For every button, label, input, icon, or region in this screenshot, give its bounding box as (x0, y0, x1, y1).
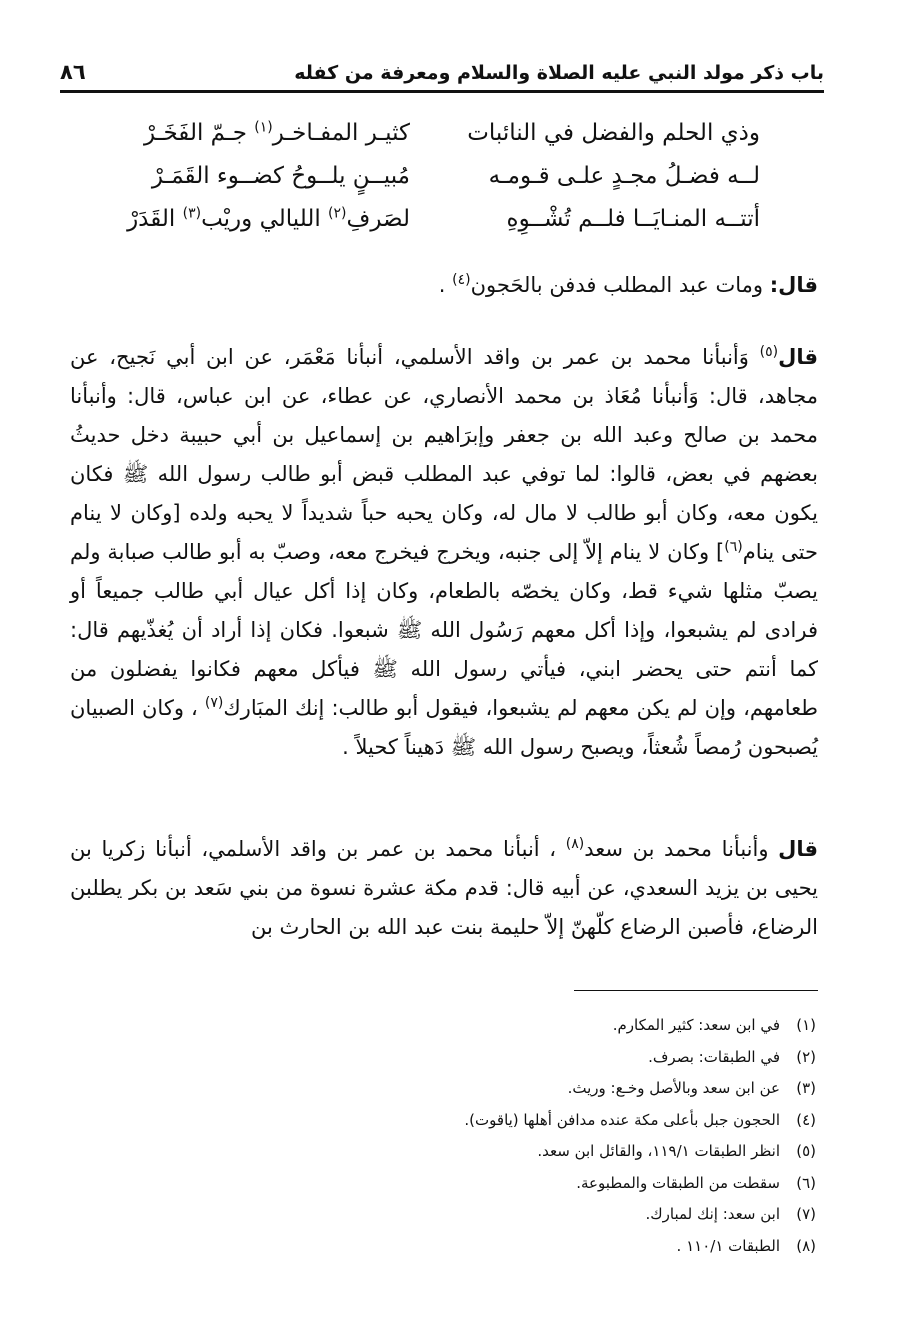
footnote-text: ابن سعد: إنك لمبارك. (645, 1205, 780, 1223)
hemistich-text: القَدَرْ (127, 206, 183, 232)
hemistich-text: كثيـر المفـاخـر (272, 120, 410, 146)
footnote-number: (٦) (796, 1173, 816, 1192)
poem (100, 112, 760, 241)
poem-verse (100, 155, 760, 198)
footnote-text: عن ابن سعد وبالأصل وخـع: وريث. (567, 1079, 780, 1097)
footnote-text: الحجون جبل بأعلى مكة عنده مدافن أهلها (ياقوت). (464, 1110, 780, 1129)
hemistich-text: جـمّ الفَخَـرْ (144, 120, 255, 146)
paragraph-text: ومات عبد المطلب فدفن بالحَجون (470, 273, 770, 297)
poem-verse (100, 112, 760, 155)
footnote (300, 1231, 816, 1263)
paragraph-text: . (438, 273, 453, 297)
paragraph-text: وَأنبأنا محمد بن عمر بن واقد الأسلمي، أنبأنا مَعْمَر، عن ابن أبي نَجيح، عن مجاهد، قال: وَأنبأنا مُعَاذ بن محمد الأنصاري، عن عطاء، عن ابن عباس، قال: وأنبأنا محمد بن صالح وعبد الله بن جعفر وإبرَاهيم بن إسماعيل بن أبي حبيبة دخل حديثُ بعضهم في بعض، قالوا: لما توفي عبد المطلب قبض أبو طالب رسول الله ﷺ فكان يكون معه، وكان أبو طالب لا مال له، وكان يحبه حباً شديداً لا يحبه ولده [وكان لا ينام حتى ينام (70, 345, 818, 564)
hemistich-text: لصَرفِ (346, 206, 410, 232)
footnote (300, 1042, 816, 1074)
poem-verse (100, 198, 760, 241)
footnote (300, 1010, 816, 1042)
hemistich-text: الليالي وريْب (201, 206, 329, 232)
chapter-title: باب ذكر مولد النبي عليه الصلاة والسلام ومعرفة من كفله (294, 62, 824, 84)
footnote (300, 1105, 816, 1137)
footnote-text: انظر الطبقات ١١٩/١، والقائل ابن سعد. (537, 1142, 780, 1160)
footnote (300, 1168, 816, 1200)
footnote-ref[interactable]: (٣) (182, 205, 202, 222)
footnote-divider (574, 990, 818, 991)
running-header (60, 50, 824, 93)
paragraph-lead: قال (778, 837, 818, 861)
footnote-number: (٣) (796, 1079, 816, 1097)
footnote-ref[interactable]: (٥) (759, 344, 779, 360)
footnote-number: (١) (796, 1016, 816, 1034)
verse-second-hemistich: مُبيــنٍ يلــوحُ كضــوء القَمَـرْ (151, 163, 410, 189)
footnote-ref[interactable]: (٦) (724, 539, 743, 555)
footnote-ref[interactable]: (٨) (565, 836, 585, 852)
footnote-text: سقطت من الطبقات والمطبوعة. (576, 1173, 780, 1192)
footnote-number: (٧) (796, 1205, 816, 1223)
paragraph-text: ] وكان لا ينام إلاّ إلى جنبه، ويخرج فيخرج معه، وصبّ به أبو طالب صبابة ولم يصبّ مثلها شيء قط، وكان يخصّه بالطعام، وكان إذا أكل عيال أبي طالب جميعاً أو فرادى لم يشبعوا، وإذا أكل معهم رَسُول الله ﷺ شبعوا. فكان إذا أراد أن يُغذّيهم قال: كما أنتم حتى يحضر ابني، فيأتي رسول الله ﷺ فيأكل معهم فكانوا يفضلون من طعامهم، وإن لم يكن معهم لم يشبعوا، فيقول أبو طالب: إنك المبَارك (70, 540, 819, 720)
footnote-number: (٤) (796, 1110, 816, 1129)
footnote-ref[interactable]: (٢) (328, 205, 347, 222)
paragraph (70, 266, 818, 305)
footnote-number: (٥) (796, 1142, 816, 1160)
footnote-ref[interactable]: (٤) (452, 272, 471, 288)
footnote-ref[interactable]: (٧) (204, 695, 224, 711)
footnote-text: الطبقات ١١٠/١ . (676, 1236, 780, 1255)
footnote (300, 1199, 816, 1231)
paragraph-lead: قال: (769, 273, 818, 297)
footnote-ref[interactable]: (١) (254, 119, 273, 136)
footnote (300, 1073, 816, 1105)
footnote-number: (٢) (796, 1047, 816, 1066)
footnotes (300, 1010, 816, 1262)
paragraph-lead: قال (778, 345, 818, 369)
paragraph-text: ، أنبأنا محمد بن عمر بن واقد الأسلمي، أنبأنا زكريا بن يحيى بن يزيد السعدي، عن أبيه قال: قدم مكة عشرة نسوة من بني سَعد بن بكر يطلبن الرضاع، فأصبن الرضاع كلّهنّ إلاّ حليمة بنت عبد الله بن الحارث بن (70, 837, 818, 939)
footnote (300, 1136, 816, 1168)
footnote-text: في الطبقات: بصرف. (648, 1047, 780, 1066)
verse-first-hemistich: لــه فضـلُ مجـدٍ علـى قـومـه (488, 163, 760, 189)
verse-first-hemistich: أتتــه المنـايَــا فلــم تُشْــوِهِ (506, 206, 760, 232)
page-number: ٨٦ (60, 60, 86, 84)
paragraph-text: وأنبأنا محمد بن سعد (584, 837, 779, 861)
footnote-number: (٨) (796, 1236, 816, 1255)
paragraph-text: ، وكان الصبيان يُصبحون رُمصاً شُعثاً، ويصبح رسول الله ﷺ دَهيناً كحيلاً . (70, 696, 818, 759)
verse-first-hemistich: وذي الحلم والفضل في النائبات (467, 120, 760, 146)
verse-second-hemistich (100, 198, 410, 241)
verse-second-hemistich (100, 112, 410, 155)
paragraph (70, 338, 818, 767)
paragraph (70, 830, 818, 947)
footnote-text: في ابن سعد: كثير المكارم. (612, 1016, 780, 1034)
